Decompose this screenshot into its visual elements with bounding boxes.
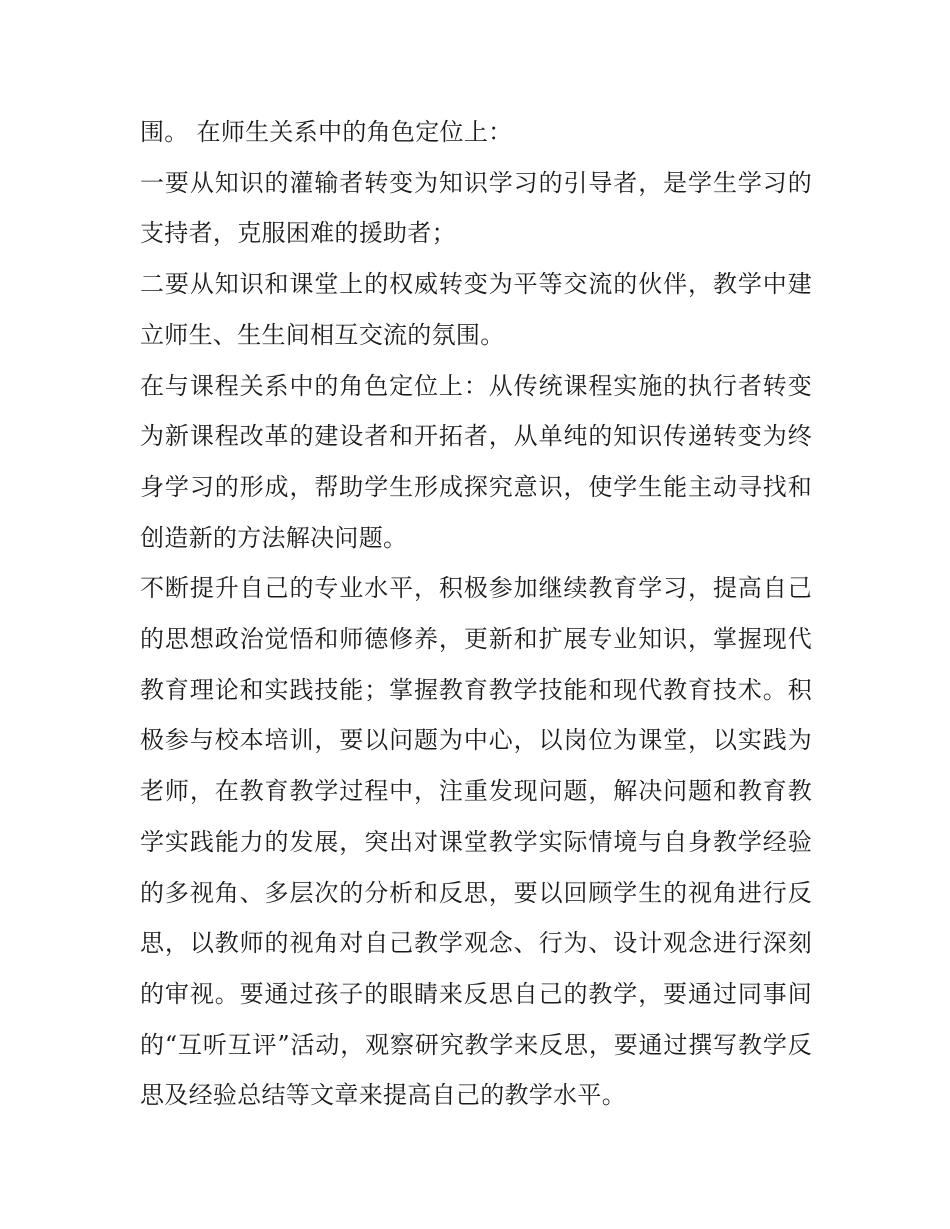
paragraph-5: 不断提升自己的专业水平，积极参加继续教育学习，提高自己的思想政治觉悟和师德修养，更新和扩展专业知识，掌握现代教育理论和实践技能；掌握教育教学技能和现代教育技术。积极参与校本培训，要以问题为中心，以岗位为课堂，以实践为老师，在教育教学过程中，注重发现问题，解决问题和教育教学实践能力的发展，突出对课堂教学实际情境与自身教学经验的多视角、多层次的分析和反思，要以回顾学生的视角进行反思，以教师的视角对自己教学观念、行为、设计观念进行深刻的审视。要通过孩子的眼睛来反思自己的教学，要通过同事间的“互听互评”活动，观察研究教学来反思，要通过撰写教学反思及经验总结等文章来提高自己的教学水平。 [140, 574, 812, 1110]
document-body [140, 107, 812, 1121]
paragraph-4: 在与课程关系中的角色定位上：从传统课程实施的执行者转变为新课程改革的建设者和开拓者，从单纯的知识传递转变为终身学习的形成，帮助学生形成探究意识，使学生能主动寻找和创造新的方法解决问题。 [140, 371, 812, 552]
paragraph-2: 一要从知识的灌输者转变为知识学习的引导者，是学生学习的支持者，克服困难的援助者； [140, 168, 812, 248]
paragraph-1: 围。 在师生关系中的角色定位上： [140, 118, 513, 146]
paragraph-3: 二要从知识和课堂上的权威转变为平等交流的伙伴，教学中建立师生、生生间相互交流的氛围。 [140, 270, 812, 349]
